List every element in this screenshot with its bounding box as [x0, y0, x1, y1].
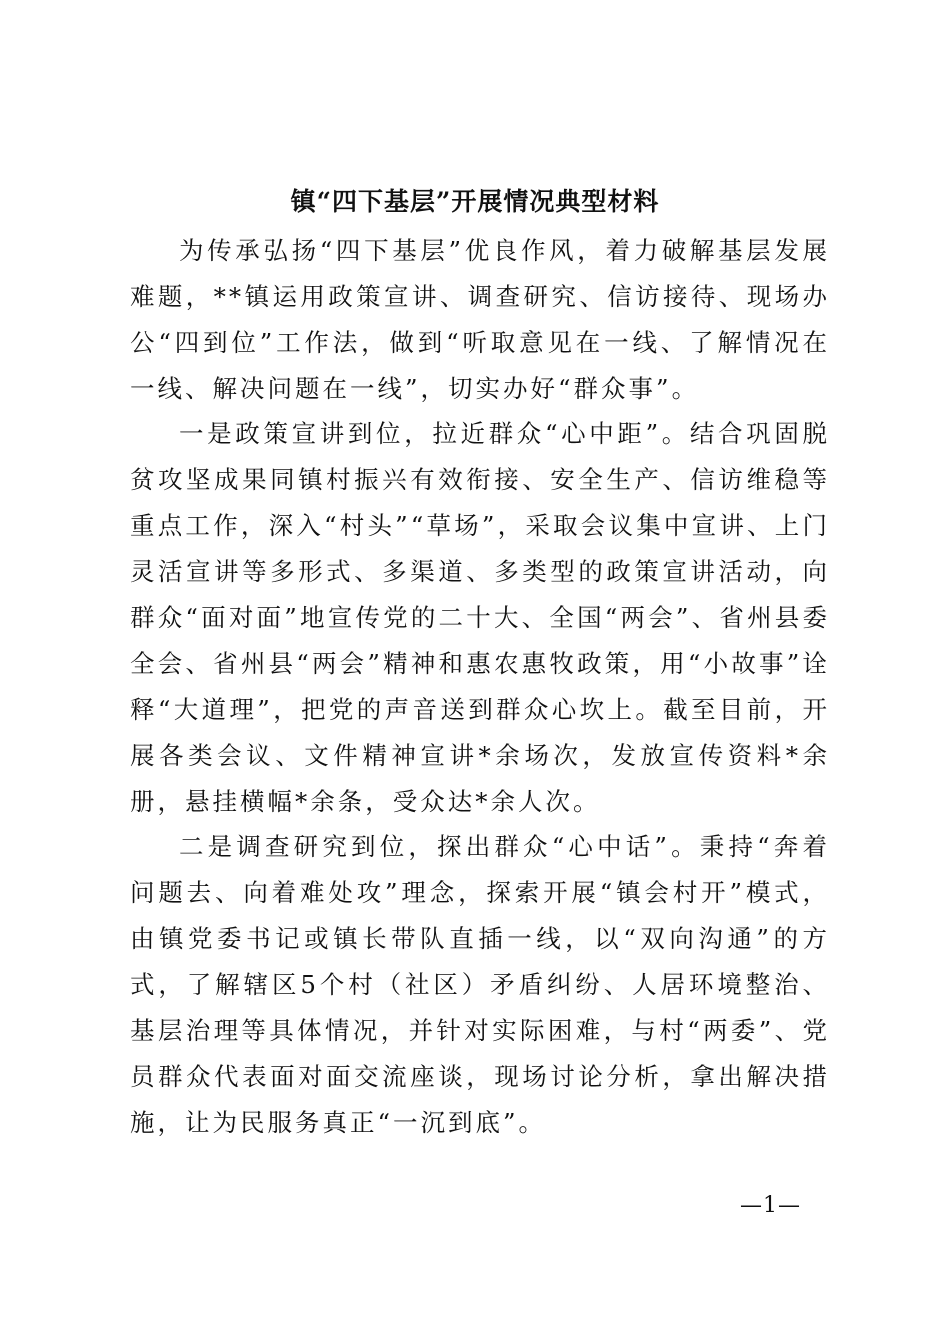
paragraph-investigation-research: 二是调查研究到位，探出群众“心中话”。秉持“奔着问题去、向着难处攻”理念，探索开展“镇会村开”模式，由镇党委书记或镇长带队直插一线，以“双向沟通”的方式，了解辖区5个村（社区）矛盾纠纷、人居环境整治、基层治理等具体情况，并针对实际困难，与村“两委”、党员群众代表面对面交流座谈，现场讨论分析，拿出解决措施，让为民服务真正“一沉到底”。	[130, 832, 830, 1137]
paragraph-intro: 为传承弘扬“四下基层”优良作风，着力破解基层发展难题，**镇运用政策宣讲、调查研究、信访接待、现场办公“四到位”工作法，做到“听取意见在一线、了解情况在一线、解决问题在一线”，切实办好“群众事”。	[130, 236, 830, 403]
page-number: —1—	[740, 1193, 801, 1218]
paragraph-policy-promotion: 一是政策宣讲到位，拉近群众“心中距”。结合巩固脱贫攻坚成果同镇村振兴有效衔接、安全生产、信访维稳等重点工作，深入“村头”“草场”，采取会议集中宣讲、上门灵活宣讲等多形式、多渠道、多类型的政策宣讲活动，向群众“面对面”地宣传党的二十大、全国“两会”、省州县委全会、省州县“两会”精神和惠农惠牧政策，用“小故事”诠释“大道理”，把党的声音送到群众心坎上。截至目前，开展各类会议、文件精神宣讲*余场次，发放宣传资料*余册，悬挂横幅*余条，受众达*余人次。	[130, 419, 830, 816]
document-title: 镇“四下基层”开展情况典型材料	[290, 187, 660, 216]
